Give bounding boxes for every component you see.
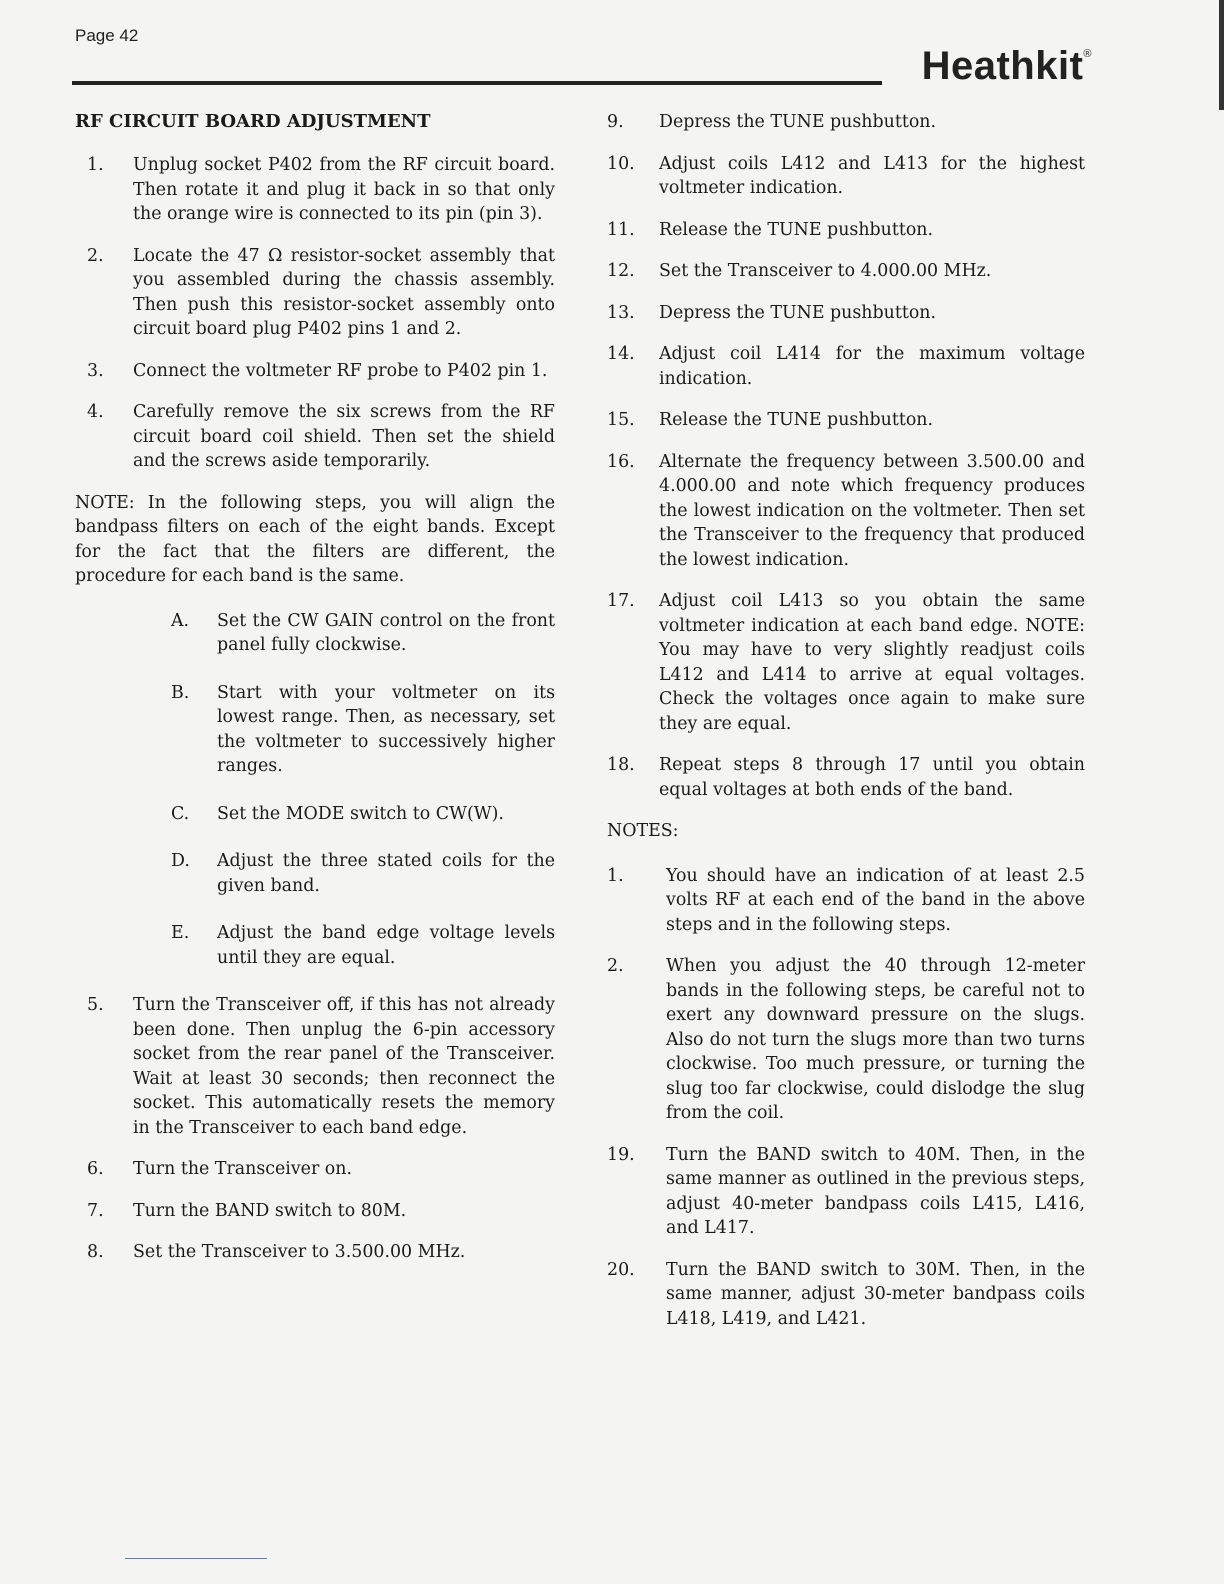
page-edge-bar [1219, 0, 1224, 110]
step-text: Locate the 47 Ω resistor-socket assembly that you assembled during the chassis assembly. Then push this resistor-socket assembly onto circuit board plug P402 pins 1 and 2. [133, 245, 555, 339]
substep-letter: D. [171, 851, 190, 871]
step-item [607, 589, 1085, 736]
step-item [75, 993, 555, 1140]
step-text: Set the Transceiver to 4.000.00 MHz. [659, 261, 992, 281]
note-item [607, 954, 1085, 1126]
substep-item [75, 609, 555, 658]
step-item [607, 753, 1085, 802]
step-number: 13. [607, 302, 635, 323]
substep-item [75, 802, 555, 827]
step-number: 7. [87, 1200, 104, 1221]
step-item [607, 450, 1085, 573]
header-rule [72, 81, 882, 85]
substep-text: Set the CW GAIN control on the front panel fully clockwise. [217, 610, 555, 655]
notes-heading: NOTES: [607, 821, 679, 841]
section-heading: RF CIRCUIT BOARD ADJUSTMENT [75, 111, 431, 132]
page-number: Page 42 [75, 26, 139, 45]
step-item [75, 400, 555, 474]
substep-letter: A. [171, 610, 190, 631]
step-text: Repeat steps 8 through 17 until you obtain equal voltages at both ends of the band. [659, 755, 1085, 800]
note-paragraph: NOTE: In the following steps, you will align the bandpass filters on each of the eight bands. Except for the fact that the filters are different, the procedure for each band is the same. [75, 492, 555, 586]
step-number: 6. [87, 1159, 104, 1179]
step-item [607, 342, 1085, 391]
step-text: Adjust coil L413 so you obtain the same voltmeter indication at each band edge. NOTE: You may have to very slightly readjust coils L412 and L414 to arrive at equal voltages. Check the voltages once again to make sure they are equal. [659, 591, 1085, 734]
step-item [607, 301, 1085, 326]
step-number: 10. [607, 153, 635, 174]
step-item [75, 1199, 555, 1224]
step-item [607, 1258, 1085, 1332]
substep-item [75, 849, 555, 898]
step-number: 2. [87, 245, 104, 266]
step-text: Release the TUNE pushbutton. [659, 410, 934, 430]
step-item [607, 218, 1085, 243]
step-text: Alternate the frequency between 3.500.00 and 4.000.00 and note which frequency produces the lowest indication on the voltmeter. Then set the Transceiver to the frequency that produced the lowest indication. [659, 451, 1085, 570]
step-text: Unplug socket P402 from the RF circuit board. Then rotate it and plug it back in so that only the orange wire is connected to its pin (pin 3). [133, 155, 555, 224]
note-number: 2. [607, 956, 624, 976]
substep-text: Adjust the three stated coils for the given band. [217, 851, 555, 896]
note-number: 1. [607, 865, 624, 886]
substep-letter: B. [171, 682, 190, 703]
step-text: Turn the BAND switch to 80M. [133, 1200, 407, 1221]
substep-letter: E. [171, 923, 190, 943]
step-text: Adjust coils L412 and L413 for the highest voltmeter indication. [659, 153, 1085, 198]
note-text: You should have an indication of at least 2.5 volts RF at each end of the band in the above steps and in the following steps. [666, 865, 1085, 935]
step-number: 17. [607, 591, 635, 611]
step-text: Set the Transceiver to 3.500.00 MHz. [133, 1242, 466, 1262]
step-item [607, 1143, 1085, 1241]
note-text: When you adjust the 40 through 12-meter bands in the following steps, be careful not to exert any downward pressure on the slugs. Also do not turn the slugs more than two turns clockwise. Too much pressure, or turning the slug too far clockwise, could dislodge the slug from the coil. [666, 956, 1085, 1123]
step-number: 5. [87, 995, 104, 1015]
substep-item [75, 681, 555, 779]
step-text: Turn the BAND switch to 30M. Then, in the same manner, adjust 30-meter bandpass coils L418, L419, and L421. [666, 1259, 1085, 1329]
note-item [607, 864, 1085, 938]
step-item [75, 1240, 555, 1265]
step-text: Turn the Transceiver off, if this has not already been done. Then unplug the 6-pin accessory socket from the rear panel of the Transceiver. Wait at least 30 seconds; then reconnect the socket. This automatically resets the memory in the Transceiver to each band edge. [133, 995, 555, 1138]
registered-mark: ® [1083, 48, 1092, 60]
step-number: 3. [87, 360, 104, 381]
footer-underline [125, 1558, 267, 1559]
step-number: 8. [87, 1242, 104, 1262]
step-text: Depress the TUNE pushbutton. [659, 112, 937, 132]
step-item [75, 244, 555, 342]
step-number: 9. [607, 112, 624, 132]
step-number: 18. [607, 755, 635, 775]
step-number: 20. [607, 1259, 635, 1280]
substep-text: Set the MODE switch to CW(W). [217, 803, 504, 824]
step-number: 4. [87, 402, 104, 422]
step-text: Release the TUNE pushbutton. [659, 219, 934, 240]
step-item [607, 408, 1085, 433]
step-item [75, 1157, 555, 1182]
step-number: 16. [607, 451, 635, 472]
left-column [75, 110, 555, 1282]
substep-text: Adjust the band edge voltage levels until they are equal. [217, 923, 555, 968]
brand-name: Heathkit [921, 44, 1084, 88]
substep-item [75, 921, 555, 970]
step-number: 14. [607, 344, 635, 364]
right-column [607, 110, 1085, 1348]
step-text: Depress the TUNE pushbutton. [659, 302, 937, 323]
step-text: Turn the Transceiver on. [133, 1159, 353, 1179]
substep-letter: C. [171, 803, 190, 824]
step-item [75, 153, 555, 227]
step-item [607, 110, 1085, 135]
step-number: 1. [87, 155, 104, 175]
step-text: Connect the voltmeter RF probe to P402 pin 1. [133, 360, 548, 381]
step-number: 11. [607, 219, 635, 240]
step-text: Carefully remove the six screws from the RF circuit board coil shield. Then set the shield and the screws aside temporarily. [133, 402, 555, 471]
step-item [607, 152, 1085, 201]
substep-text: Start with your voltmeter on its lowest range. Then, as necessary, set the voltmeter to successively higher ranges. [217, 682, 555, 776]
step-text: Adjust coil L414 for the maximum voltage indication. [659, 344, 1085, 389]
step-number: 15. [607, 410, 635, 430]
step-text: Turn the BAND switch to 40M. Then, in the same manner as outlined in the previous steps, adjust 40-meter bandpass coils L415, L416, and L417. [666, 1144, 1085, 1238]
step-number: 19. [607, 1144, 635, 1165]
brand-logo [922, 44, 1092, 89]
step-item [607, 259, 1085, 284]
step-number: 12. [607, 261, 635, 281]
step-item [75, 359, 555, 384]
